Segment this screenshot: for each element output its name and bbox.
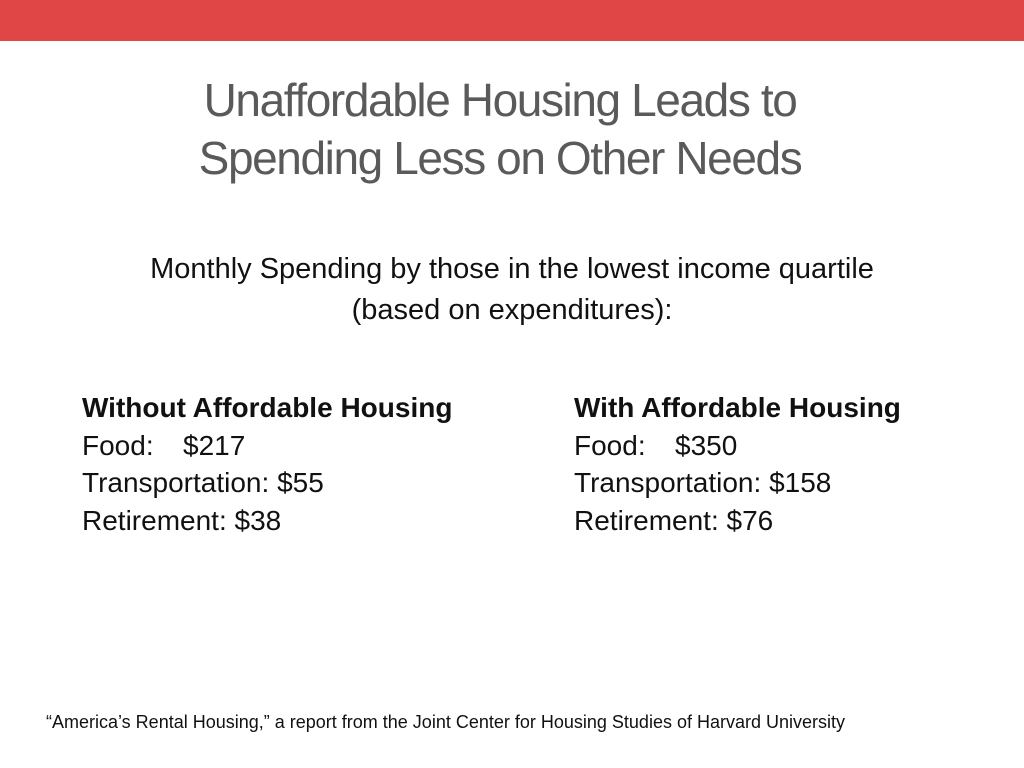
with-retirement-row	[574, 502, 901, 540]
with-food-row	[574, 427, 901, 465]
with-transportation-row	[574, 464, 901, 502]
with-food-value: $350	[675, 429, 738, 461]
without-retirement-value: $38	[234, 504, 282, 536]
with-retirement-label: Retirement:	[574, 504, 719, 536]
subtitle-line-2: (based on expenditures):	[351, 294, 673, 326]
with-transportation-label: Transportation:	[574, 467, 762, 498]
with-food-label: Food:	[574, 429, 646, 461]
slide-subtitle	[0, 249, 1024, 331]
without-transportation-label: Transportation:	[82, 467, 270, 498]
with-heading: With Affordable Housing	[574, 392, 901, 423]
title-line-2: Spending Less on Other Needs	[198, 132, 802, 184]
source-citation: “America’s Rental Housing,” a report from the Joint Center for Housing Studies of Harvard University	[46, 712, 845, 732]
without-affordable-housing-column	[82, 389, 452, 539]
without-transportation-value: $55	[277, 467, 324, 498]
without-heading: Without Affordable Housing	[82, 392, 453, 423]
with-affordable-housing-column	[574, 389, 901, 539]
without-food-row	[82, 427, 452, 465]
accent-bar	[0, 0, 1024, 41]
without-food-label: Food:	[82, 429, 154, 461]
with-transportation-value: $158	[769, 467, 832, 498]
slide-title	[0, 71, 1000, 187]
title-line-1: Unaffordable Housing Leads to	[203, 74, 797, 126]
without-food-value: $217	[183, 429, 246, 461]
subtitle-line-1: Monthly Spending by those in the lowest income quartile	[150, 253, 874, 285]
without-transportation-row	[82, 464, 452, 502]
with-retirement-value: $76	[726, 504, 774, 536]
without-retirement-row	[82, 502, 452, 540]
without-retirement-label: Retirement:	[82, 504, 227, 536]
